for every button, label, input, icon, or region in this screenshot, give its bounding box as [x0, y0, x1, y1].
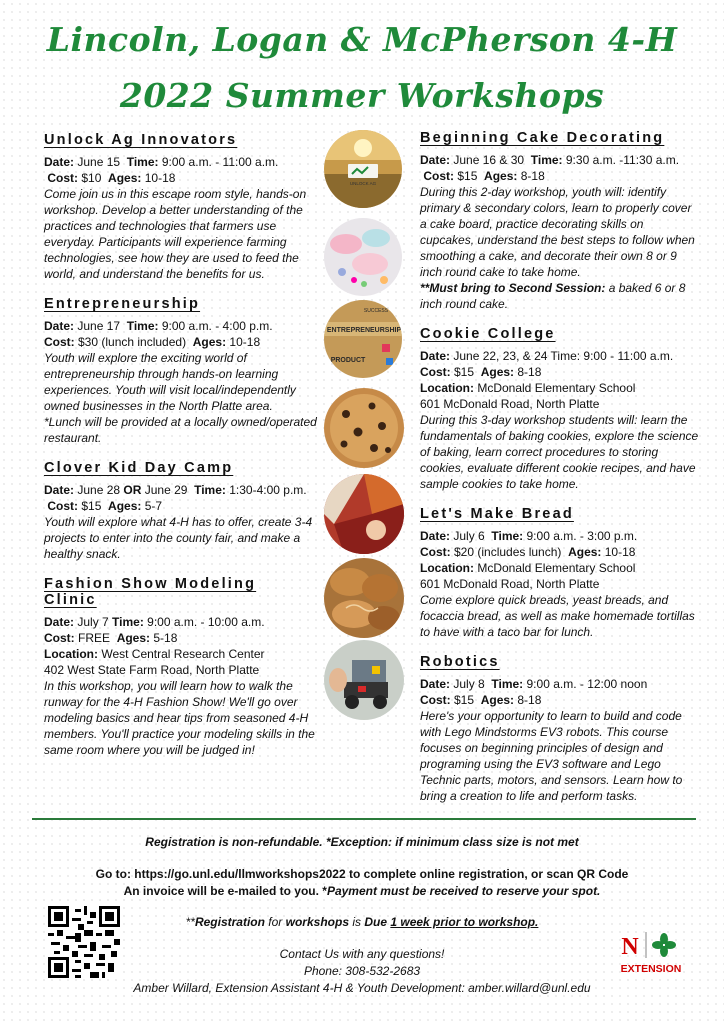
registration-deadline: **Registration for workshops is Due 1 week prior to workshop. [185, 915, 539, 929]
robotics-photo [324, 640, 404, 720]
right-column [420, 130, 700, 816]
workshop-description: Here's your opportunity to learn to build and code with Lego Mindstorms EV3 robots. This course focuses on beginning principles of design and programing using the EV3 software and Lego Technic parts, motors, and sensors. Learn how to bring a creation to life and perform tasks. [420, 709, 683, 803]
workshop-robotics: Robotics Date: July 8 Time: 9:00 a.m. - 12:00 noon Cost: $15 Ages: 8-18 Here's your opportunity to learn to build and code with Lego Mindstorms EV3 robots. This course focuses on beginning principles of design and programing using the EV3 software and Lego Technic parts, motors, and sensors. Learn how to bring a creation to life and perform tasks. [420, 654, 700, 804]
invoice-note: An invoice will be e-mailed to you. *Payment must be received to reserve your spot. [123, 884, 601, 898]
workshop-fashion-show: Fashion Show Modeling Clinic Date: July 7 Time: 9:00 a.m. - 10:00 a.m. Cost: FREE Ages: 5-18 Location: West Central Research Center 402 West State Farm Road, North Platte In this workshop, you will learn how to walk the runway for the 4-H Fashion Show! We'll go over modeling basics and hear tips from seasoned 4-H members. You'll practice your modeling skills in the same room where you will be judged in! [44, 576, 320, 758]
contact-email: Amber Willard, Extension Assistant 4-H & Youth Development: amber.willard@unl.edu [133, 981, 591, 995]
refund-policy: Registration is non-refundable. *Exception: if minimum class size is not met [145, 835, 579, 849]
workshop-clover-kid: Clover Kid Day Camp Date: June 28 OR June 29 Time: 1:30-4:00 p.m. Cost: $15 Ages: 5-7 Youth will explore what 4-H has to offer, create 3-4 projects to enter into the county fair, and make a healthy snack. [44, 460, 320, 562]
workshop-address: 601 McDonald Road, North Platte [420, 397, 600, 411]
clover-icon [652, 933, 676, 957]
workshop-title: Beginning Cake Decorating [420, 130, 665, 146]
workshop-title: Let's Make Bread [420, 506, 574, 522]
workshop-description: Youth will explore the exciting world of entrepreneurship through hands-on learning experiences. Youth will visit local/independently owned businesses in the North Platte area. [44, 351, 296, 413]
workshop-description: Come explore quick breads, yeast breads, and focaccia bread, as well as make homemade tortillas to have with a taco bar for lunch. [420, 593, 695, 639]
workshop-address: 601 McDonald Road, North Platte [420, 577, 600, 591]
workshop-note: **Must bring to Second Session: a baked 6 or 8 inch round cake. [420, 281, 686, 311]
entrepreneurship-photo [324, 300, 402, 378]
page-title-line1: Lincoln, Logan & McPherson 4-H [46, 20, 678, 59]
cupcake-photo [324, 218, 402, 296]
cookie-photo [324, 388, 404, 468]
workshop-title: Fashion Show Modeling Clinic [44, 576, 257, 608]
nebraska-n-letter: N [621, 934, 639, 960]
qr-code[interactable] [48, 906, 120, 978]
workshop-title: Cookie College [420, 326, 556, 342]
workshop-title: Robotics [420, 654, 500, 670]
workshop-description: Youth will explore what 4-H has to offer, create 3-4 projects to enter into the county fair, and make a healthy snack. [44, 515, 313, 561]
workshop-address: 402 West State Farm Road, North Platte [44, 663, 260, 677]
workshop-make-bread: Let's Make Bread Date: July 6 Time: 9:00 a.m. - 3:00 p.m. Cost: $20 (includes lunch) Ages: 10-18 Location: McDonald Elementary School 601 McDonald Road, North Platte Come explore quick breads, yeast breads, and focaccia bread, as well as make homemade tortillas to have with a taco bar for lunch. [420, 506, 700, 640]
workshop-entrepreneurship: Entrepreneurship Date: June 17 Time: 9:00 a.m. - 4:00 p.m. Cost: $30 (lunch included) Ages: 10-18 Youth will explore the exciting world of entrepreneurship through hands-on learning experiences. Youth will visit local/independently owned businesses in the North Platte area. *Lunch will be provided at a locally owned/operated restaurant. [44, 296, 320, 446]
workshop-description: During this 2-day workshop, youth will: identify primary & secondary colors, learn to properly cover a cake board, practice decorating skills on cupcakes, understand the best steps to follow when smoothing a cake, and decorate their own 8 or 9 inch round cake to take home. [420, 185, 695, 279]
bread-photo [324, 558, 404, 638]
workshop-description: During this 3-day workshop students will: learn the fundamentals of baking cookies, explore the science of baking, learn correct procedures to storing cookies, evaluate different cookie recipes, and have sample cookies to take home. [420, 413, 699, 491]
workshop-description: Come join us in this escape room style, hands-on workshop. Develop a better understanding of the practices and technologies that farmers use everyday. Participants will experience farming technologies, see how they are used to feed the world, and understand the benefits for us. [44, 187, 307, 281]
entre-photo-success: SUCCESS [363, 308, 389, 314]
contact-phone: Phone: 308-532-2683 [303, 964, 421, 978]
workshop-cookie-college: Cookie College Date: June 22, 23, & 24 Time: 9:00 - 11:00 a.m. Cost: $15 Ages: 8-18 Location: McDonald Elementary School 601 McDonald Road, North Platte During this 3-day workshop students will: learn the fundamentals of baking cookies, explore the science of baking, learn correct procedures to storing cookies, evaluate different cookie recipes, and have sample cookies to take home. [420, 326, 699, 491]
workshop-ag-innovators: Unlock Ag Innovators Date: June 15 Time: 9:00 a.m. - 11:00 a.m. Cost: $10 Ages: 10-18 Come join us in this escape room style, hands-on workshop. Develop a better understanding of the practices and technologies that farmers use everyday. Participants will experience farming technologies, see how they are used to feed the world, and understand the benefits for us. [44, 132, 320, 282]
contact-heading: Contact Us with any questions! [279, 947, 445, 961]
entre-photo-word: ENTREPRENEURSHIP [326, 327, 402, 334]
entre-photo-product: PRODUCT [330, 357, 366, 364]
divider [32, 818, 696, 820]
workshop-title: Unlock Ag Innovators [44, 132, 238, 148]
workshop-description: In this workshop, you will learn how to walk the runway for the 4-H Fashion Show! We'll go over modeling basics and hear tips from seasoned 4-H members. You'll practice your modeling skills in the same room where you will be judged in! [44, 679, 315, 757]
extension-wordmark: EXTENSION [620, 963, 682, 975]
ag-innovators-photo [324, 130, 402, 208]
left-column [44, 132, 320, 770]
nebraska-extension-logo [616, 928, 686, 976]
workshop-cake-decorating: Beginning Cake Decorating Date: June 16 & 30 Time: 9:30 a.m. -11:30 a.m. Cost: $15 Ages: 8-18 During this 2-day workshop, youth will: identify primary & secondary colors, learn to properly cover a cake board, practice decorating skills on cupcakes, understand the best steps to follow when smoothing a cake, and decorate their own 8 or 9 inch round cake to take home. **Must bring to Second Session: a baked 6 or 8 inch round cake. [420, 130, 700, 312]
ag-photo-sign-text: UNLOCK AG [349, 181, 377, 186]
registration-url: Go to: https://go.unl.edu/llmworkshops2022 to complete online registration, or scan QR Code [95, 867, 629, 881]
workshop-title: Clover Kid Day Camp [44, 460, 234, 476]
page-title-line2: 2022 Summer Workshops [119, 76, 605, 115]
workshop-title: Entrepreneurship [44, 296, 201, 312]
workshop-note: *Lunch will be provided at a locally owned/operated restaurant. [44, 415, 317, 445]
clover-kid-photo [324, 474, 404, 554]
